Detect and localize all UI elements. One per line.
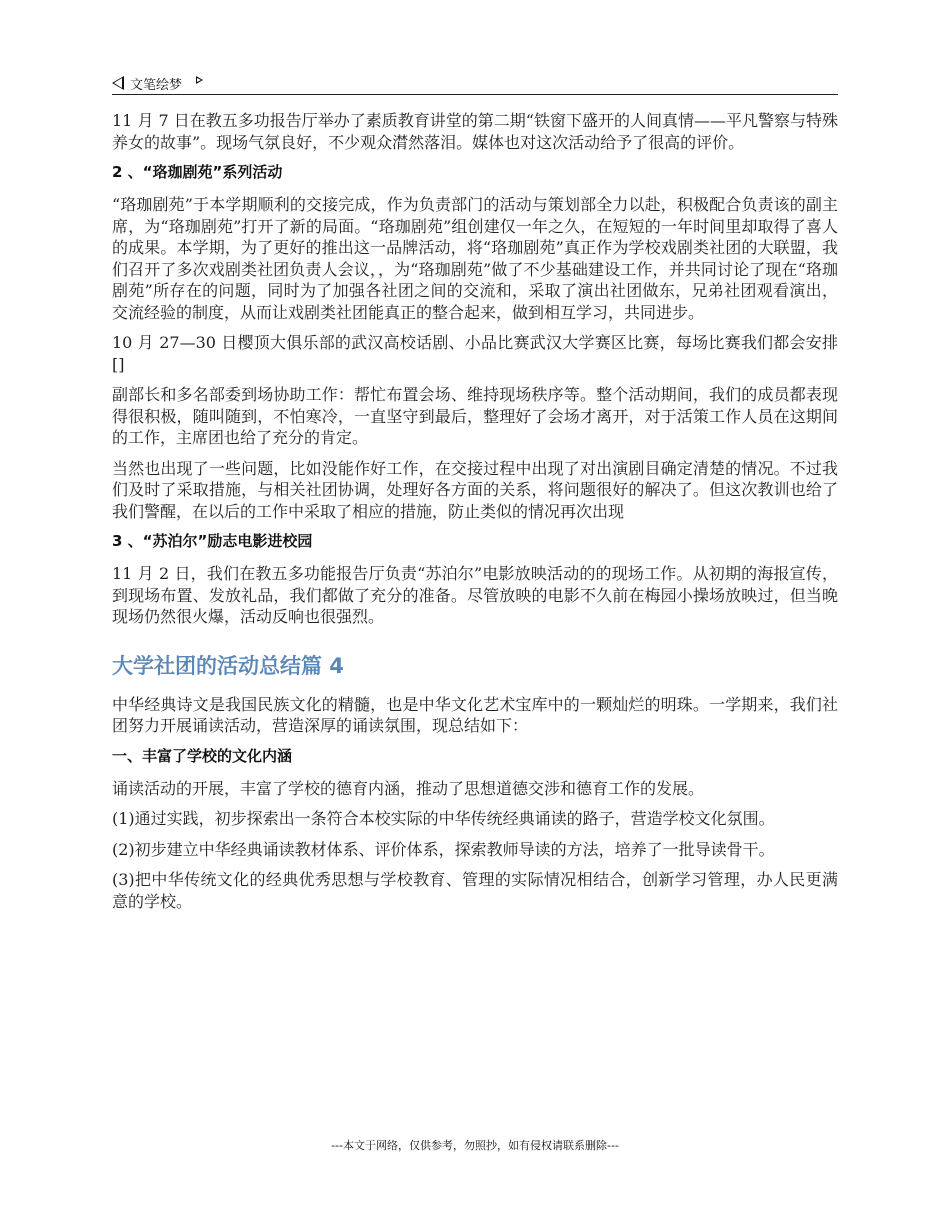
paragraph-7: 中华经典诗文是我国民族文化的精髓，也是中华文化艺术宝库中的一颗灿烂的明珠。一学期来，我们社团努力开展诵读活动，营造深厚的诵读氛围，现总结如下： (112, 694, 838, 735)
paragraph-5: 当然也出现了一些问题，比如没能作好工作，在交接过程中出现了对出演剧目确定清楚的情况。不过我们及时了采取措施，与相关社团协调，处理好各方面的关系，将问题很好的解决了。但这次教训也给了我们警醒，在以后的工作中采取了相应的措施，防止类似的情况再次出现 (112, 458, 838, 521)
triangle-right-icon (196, 76, 203, 84)
page-header (112, 72, 838, 95)
subheading-3: 3 、“苏泊尔”励志电影进校园 (112, 532, 313, 550)
paragraph-8: 诵读活动的开展，丰富了学校的德育内涵，推动了思想道德交涉和德育工作的发展。 (112, 778, 705, 798)
paragraph-6: 11 月 2 日，我们在教五多功能报告厅负责“苏泊尔”电影放映活动的的现场工作。从初期的海报宣传，到现场布置、发放礼品，我们都做了充分的准备。尽管放映的电影不久前在梅园小操场放映过，但当晚现场仍然很火爆，活动反响也很强烈。 (112, 564, 838, 626)
subheading-4: 一、丰富了学校的文化内涵 (112, 746, 293, 765)
section-heading: 大学社团的活动总结篇 4 (112, 653, 344, 678)
paragraph-4: 副部长和多名部委到场协助工作：帮忙布置会场、维持现场秩序等。整个活动期间，我们的成员都表现得很积极，随叫随到，不怕寒冷，一直坚守到最后，整理好了会场才离开，对于活策工作人员在这期间的工作，主席团也给了充分的肯定。 (112, 385, 838, 447)
triangle-left-icon (112, 76, 124, 90)
footer-notice: ---本文于网络，仅供参考，勿照抄，如有侵权请联系删除--- (331, 1139, 619, 1152)
paragraph-3: 10 月 27—30 日樱顶大俱乐部的武汉高校话剧、小品比赛武汉大学赛区比赛，每场比赛我们都会安排[] (112, 333, 838, 374)
paragraph-11: (3)把中华传统文化的经典优秀思想与学校教育、管理的实际情况相结合，创新学习管理，办人民更满意的学校。 (112, 870, 838, 911)
paragraph-9: (1)通过实践，初步探索出一条符合本校实际的中华传统经典诵读的路子，营造学校文化氛围。 (112, 809, 775, 828)
paragraph-1: 11 月 7 日在教五多功报告厅举办了素质教育讲堂的第二期“铁窗下盛开的人间真情——平凡警察与特殊养女的故事”。现场气氛良好，不少观众潸然落泪。媒体也对这次活动给予了很高的评价。 (112, 111, 838, 152)
brand-name: 文笔绘梦 (130, 77, 183, 93)
document-body (112, 110, 838, 921)
subheading-2: 2 、“珞珈剧苑”系列活动 (112, 163, 283, 181)
paragraph-10: (2)初步建立中华经典诵读教材体系、评价体系，探索教师导读的方法，培养了一批导读骨干。 (112, 839, 775, 859)
paragraph-2: “珞珈剧苑”于本学期顺利的交接完成，作为负责部门的活动与策划部全力以赴，积极配合负责该的副主席，为“珞珈剧苑”打开了新的局面。“珞珈剧苑”组创建仅一年之久，在短短的一年时间里却取得了喜人的成果。本学期，为了更好的推出这一品牌活动，将“珞珈剧苑”真正作为学校戏剧类社团的大联盟，我们召开了多次戏剧类社团负责人会议，，为“珞珈剧苑”做了不少基础建设工作，并共同讨论了现在“珞珈剧苑”所存在的问题，同时为了加强各社团之间的交流和，采取了演出社团做东，兄弟社团观看演出，交流经验的制度，从而让戏剧类社团能真正的整合起来，做到相互学习，共同进步。 (112, 195, 838, 322)
